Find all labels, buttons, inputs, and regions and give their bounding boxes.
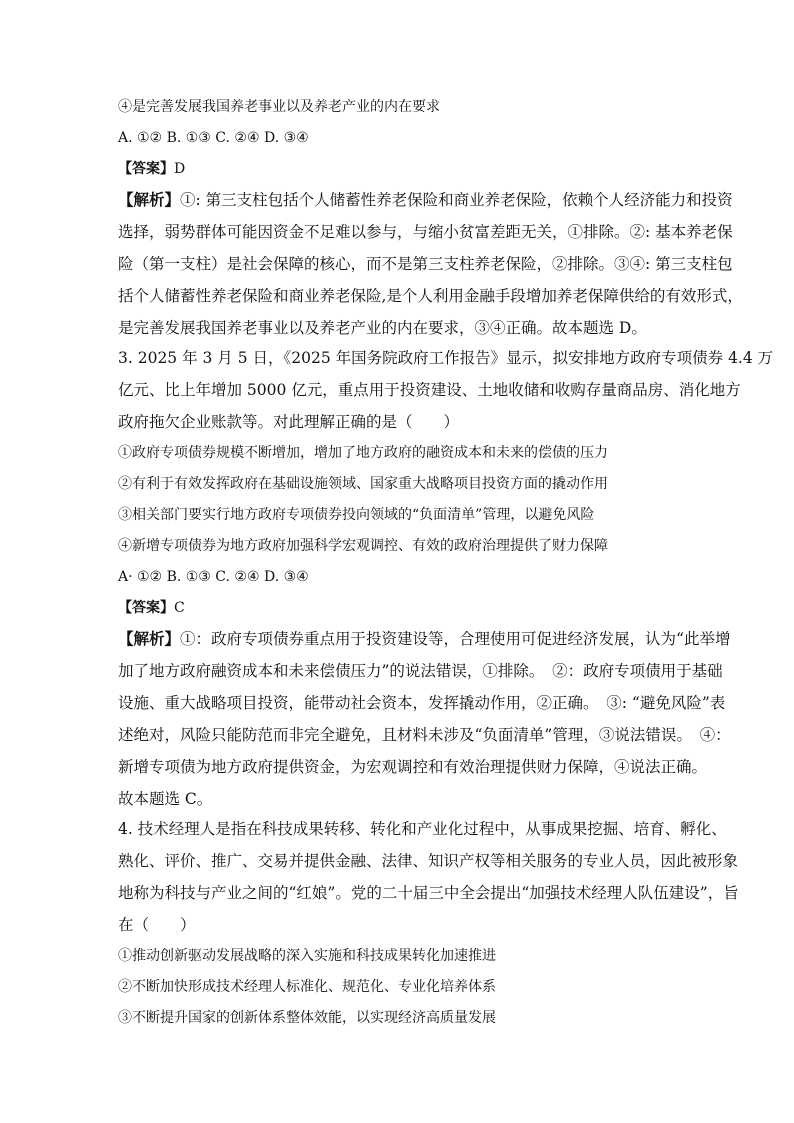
document-page bbox=[118, 98, 774, 1040]
stem-line: 地称为科技与产业之间的“红娘”。党的二十届三中全会提出“加强技术经理人队伍建设”，旨 bbox=[118, 884, 739, 902]
analysis-line: 括个人储蓄性养老保险和商业养老保险,是个人利用金融手段增加养老保障供给的有效形式， bbox=[118, 287, 743, 305]
stem-line: 熟化、评价、推广、交易并提供金融、法律、知识产权等相关服务的专业人员，因此被形象 bbox=[118, 852, 739, 870]
analysis-line: 险（第一支柱）是社会保障的核心，而不是第三支柱养老保险，②排除。③④: 第三支柱包 bbox=[118, 255, 733, 273]
analysis-line: 设施、重大战略项目投资，能带动社会资本，发挥撬动作用，②正确。 ③: “避免风险”表 bbox=[118, 694, 726, 712]
answer-value: D bbox=[174, 161, 186, 177]
analysis-line: 述绝对，风险只能防范而非完全避免，且材料未涉及“负面清单”管理，③说法错误。 ④： bbox=[118, 726, 731, 744]
q4-option-3: ③不断提升国家的创新体系整体效能，以实现经济高质量发展 bbox=[118, 1010, 496, 1026]
analysis-line: 加了地方政府融资成本和未来偿债压力”的说法错误，①排除。 ②：政府专项债用于基础 bbox=[118, 662, 723, 680]
answer-label: 【答案】 bbox=[118, 161, 174, 177]
q2-option-4: ④是完善发展我国养老事业以及养老产业的内在要求 bbox=[118, 99, 440, 115]
stem-line: 在（ ） bbox=[118, 916, 196, 934]
analysis-line: 【解析】①: 第三支柱包括个人储蓄性养老保险和商业养老保险，依赖个人经济能力和投资 bbox=[118, 190, 733, 209]
q3-option-2: ②有利于有效发挥政府在基础设施领域、国家重大战略项目投资方面的撬动作用 bbox=[118, 476, 608, 492]
q3-option-1: ①政府专项债券规模不断增加，增加了地方政府的融资成本和未来的偿债的压力 bbox=[118, 445, 608, 461]
q3-stem bbox=[118, 349, 774, 444]
analysis-line: 【解析】①：政府专项债券重点用于投资建设等，合理使用可促进经济发展，认为“此举增 bbox=[118, 629, 731, 648]
q4-option-2: ②不断加快形成技术经理人标准化、规范化、专业化培养体系 bbox=[118, 979, 496, 995]
analysis-line: 是完善发展我国养老事业以及养老产业的内在要求，③④正确。故本题选 D。 bbox=[118, 319, 647, 337]
answer-label: 【答案】 bbox=[118, 600, 174, 616]
analysis-line: 新增专项债为地方政府提供资金，为宏观调控和有效治理提供财力保障，④说法正确。 bbox=[118, 758, 708, 776]
stem-line: 3. 2025 年 3 月 5 日，《2025 年国务院政府工作报告》显示，拟安排地方政府专项债券 4.4 万 bbox=[118, 349, 774, 367]
stem-line: 亿元、比上年增加 5000 亿元，重点用于投资建设、土地收储和收购存量商品房、消化地方 bbox=[118, 381, 741, 399]
answer-value: C bbox=[174, 600, 185, 616]
analysis-line: 选择，弱势群体可能因资金不足难以参与，与缩小贫富差距无关，①排除。②: 基本养老保 bbox=[118, 223, 733, 241]
analysis-label: 【解析】 bbox=[118, 190, 181, 209]
q3-analysis bbox=[118, 629, 731, 820]
q2-analysis bbox=[118, 190, 743, 349]
q4-option-1: ①推动创新驱动发展战略的深入实施和科技成果转化加速推进 bbox=[118, 948, 496, 964]
q3-answer bbox=[118, 599, 678, 630]
q3-choices: A· ①② B. ①③ C. ②④ D. ③④ bbox=[118, 569, 309, 585]
analysis-label: 【解析】 bbox=[118, 629, 181, 648]
stem-line: 4. 技术经理人是指在科技成果转移、转化和产业化过程中，从事成果挖掘、培育、孵化、 bbox=[118, 820, 727, 838]
q4-stem bbox=[118, 820, 739, 947]
analysis-line: 故本题选 C。 bbox=[118, 790, 213, 808]
q3-option-4: ④新增专项债券为地方政府加强科学宏观调控、有效的政府治理提供了财力保障 bbox=[118, 538, 608, 554]
stem-line: 政府拖欠企业账款等。对此理解正确的是（ ） bbox=[118, 413, 460, 431]
q3-option-3: ③相关部门要实行地方政府专项债券投向领域的“负面清单”管理，以避免风险 bbox=[118, 507, 595, 523]
q2-choices: A. ①② B. ①③ C. ②④ D. ③④ bbox=[118, 130, 309, 146]
q2-answer bbox=[118, 160, 678, 191]
